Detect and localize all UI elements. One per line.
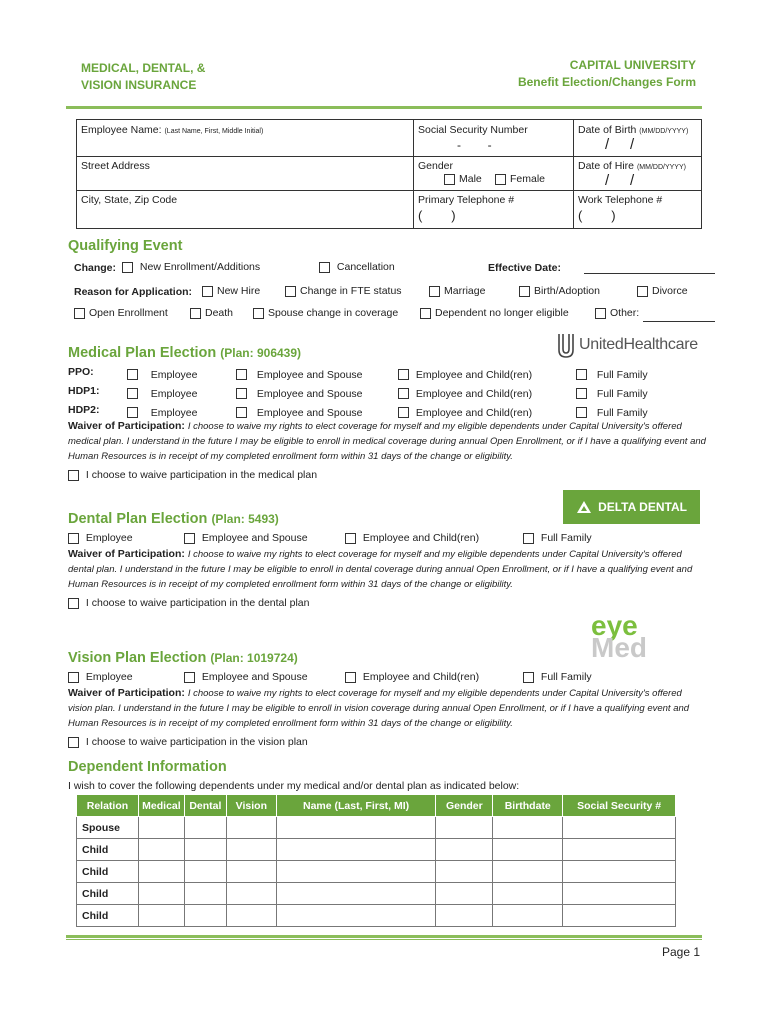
relation-cell: Child [77, 861, 139, 883]
hdp2-employee[interactable]: Employee [127, 403, 197, 422]
vision-full-family-checkbox[interactable] [523, 672, 534, 683]
footer-divider [66, 935, 702, 938]
dependent-info-title: Dependent Information [68, 759, 227, 775]
hdp1-label: HDP1: [68, 385, 100, 397]
effective-date-label: Effective Date: [488, 262, 561, 274]
birth-adoption-option[interactable]: Birth/Adoption [519, 285, 600, 297]
other-checkbox[interactable] [595, 308, 606, 319]
medical-waiver: Waiver of Participation: I choose to waive my rights to elect coverage for myself and my eligible dependents under Capital University's offered medical plan. I understand in the future I may be eligible to enroll in medical coverage during annual Open Enrollment, or if I have a qualifying event and Human Resources is in receipt of my completed enrollment form within 31 days of the change or eligibility. [68, 420, 706, 462]
eyemed-logo-bottom: Med [591, 632, 647, 663]
dependent-table [76, 794, 676, 927]
dental-employee-spouse[interactable]: Employee and Spouse [184, 532, 308, 544]
spouse-change-checkbox[interactable] [253, 308, 264, 319]
medical-cell[interactable] [138, 861, 184, 883]
hdp1-employee[interactable]: Employee [127, 384, 197, 403]
dependent-table-header [77, 795, 676, 817]
vision-cell[interactable] [226, 817, 276, 839]
hdp2-employee-children[interactable]: Employee and Child(ren) [398, 403, 532, 422]
table-row [77, 861, 676, 883]
birthdate-cell[interactable] [493, 839, 563, 861]
col-gender: Gender [436, 795, 493, 817]
gender-label: Gender [418, 160, 454, 172]
vision-full-family[interactable]: Full Family [523, 671, 592, 683]
ppo-employee-checkbox[interactable] [127, 369, 138, 380]
vision-employee-checkbox[interactable] [68, 672, 79, 683]
vision-title: Vision Plan Election (Plan: 1019724) [68, 650, 298, 666]
form-category-title [81, 60, 205, 94]
hdp2-employee-children-checkbox[interactable] [398, 407, 409, 418]
dental-employee-spouse-checkbox[interactable] [184, 533, 195, 544]
other-option[interactable]: Other: [595, 307, 639, 319]
ssn-cell[interactable] [563, 861, 676, 883]
ppo-label: PPO: [68, 366, 94, 378]
hdp1-employee-checkbox[interactable] [127, 388, 138, 399]
col-dental: Dental [184, 795, 226, 817]
name-cell[interactable] [276, 883, 436, 905]
street-address-field[interactable]: Street Address [81, 160, 150, 172]
female-checkbox[interactable] [495, 174, 506, 185]
change-label: Change: [74, 262, 116, 274]
relation-cell: Child [77, 883, 139, 905]
vision-employee[interactable]: Employee [68, 671, 133, 683]
dental-employee-children-checkbox[interactable] [345, 533, 356, 544]
marriage-option[interactable]: Marriage [429, 285, 485, 297]
hdp1-employee-spouse-checkbox[interactable] [236, 388, 247, 399]
work-phone-field[interactable]: Work Telephone # [578, 194, 663, 206]
spouse-change-option[interactable]: Spouse change in coverage [253, 307, 398, 319]
medical-cell[interactable] [138, 883, 184, 905]
medical-options [127, 365, 197, 422]
col-medical: Medical [138, 795, 184, 817]
dental-title: Dental Plan Election (Plan: 5493) [68, 511, 279, 527]
dependent-info-intro: I wish to cover the following dependents under my medical and/or dental plan as indicated below: [68, 780, 520, 792]
dob-mask: / / [605, 136, 635, 153]
gender-female[interactable]: Female [495, 173, 545, 185]
dental-waive-option[interactable]: I choose to waive participation in the dental plan [68, 597, 309, 609]
ssn-cell[interactable] [563, 905, 676, 927]
delta-dental-logo [563, 490, 700, 524]
ssn-mask: - - [457, 138, 492, 152]
dental-employee-checkbox[interactable] [68, 533, 79, 544]
cancellation-option[interactable]: Cancellation [319, 261, 395, 273]
marriage-checkbox[interactable] [429, 286, 440, 297]
medical-family-options [576, 365, 648, 422]
dental-waive-checkbox[interactable] [68, 598, 79, 609]
dental-cell[interactable] [184, 883, 226, 905]
vision-employee-children[interactable]: Employee and Child(ren) [345, 671, 479, 683]
dental-full-family-checkbox[interactable] [523, 533, 534, 544]
col-birthdate: Birthdate [493, 795, 563, 817]
name-cell[interactable] [276, 861, 436, 883]
gender-cell[interactable] [436, 883, 493, 905]
hdp1-employee-spouse[interactable]: Employee and Spouse [236, 384, 363, 403]
dental-cell[interactable] [184, 839, 226, 861]
vision-waive-checkbox[interactable] [68, 737, 79, 748]
dental-waiver: Waiver of Participation: I choose to waive my rights to elect coverage for myself and my eligible dependents under Capital University's offered dental plan. I understand in the future I may be eligible to enroll in dental coverage during annual Open Enrollment, or if I have a qualifying event and Human Resources is in receipt of my completed enrollment form within 31 days of the change or eligibility. [68, 548, 693, 590]
table-row [77, 905, 676, 927]
birthdate-cell[interactable] [493, 883, 563, 905]
employee-name-field[interactable]: Employee Name: (Last Name, First, Middle Initial) [81, 124, 264, 136]
dependent-no-longer-checkbox[interactable] [420, 308, 431, 319]
name-cell[interactable] [276, 839, 436, 861]
birthdate-cell[interactable] [493, 861, 563, 883]
vision-waiver: Waiver of Participation: I choose to waive my rights to elect coverage for myself and my eligible dependents under Capital University's offered vision plan. I understand in the future I may be eligible to enroll in vision coverage during annual Open Enrollment, or if I have a qualifying event and Human Resources is in receipt of my completed enrollment form within 31 days of the change or eligibility. [68, 687, 690, 729]
ssn-cell[interactable] [563, 883, 676, 905]
vision-cell[interactable] [226, 905, 276, 927]
gender-male[interactable]: Male [444, 173, 482, 185]
relation-cell: Child [77, 905, 139, 927]
doh-field[interactable]: Date of Hire (MM/DD/YYYY) [578, 160, 686, 172]
dental-cell[interactable] [184, 861, 226, 883]
reason-label: Reason for Application: [74, 286, 193, 298]
gender-cell[interactable] [436, 905, 493, 927]
ppo-employee-spouse[interactable]: Employee and Spouse [236, 365, 363, 384]
vision-employee-children-checkbox[interactable] [345, 672, 356, 683]
ppo-full-family-checkbox[interactable] [576, 369, 587, 380]
other-line[interactable] [643, 321, 715, 322]
change-fte-checkbox[interactable] [285, 286, 296, 297]
birthdate-cell[interactable] [493, 817, 563, 839]
gender-cell[interactable] [436, 839, 493, 861]
doh-mask: / / [605, 172, 635, 189]
ppo-employee-spouse-checkbox[interactable] [236, 369, 247, 380]
death-option[interactable]: Death [190, 307, 233, 319]
ssn-cell[interactable] [563, 839, 676, 861]
work-phone-mask: ( ) [578, 208, 616, 223]
name-cell[interactable] [276, 905, 436, 927]
delta-dental-logo-text: DELTA DENTAL [598, 500, 687, 514]
divorce-checkbox[interactable] [637, 286, 648, 297]
divorce-option[interactable]: Divorce [637, 285, 688, 297]
dob-field[interactable]: Date of Birth (MM/DD/YYYY) [578, 124, 689, 136]
ssn-cell[interactable] [563, 817, 676, 839]
gender-cell[interactable] [436, 817, 493, 839]
death-checkbox[interactable] [190, 308, 201, 319]
open-enrollment-checkbox[interactable] [74, 308, 85, 319]
birthdate-cell[interactable] [493, 905, 563, 927]
primary-phone-field[interactable]: Primary Telephone # [418, 194, 515, 206]
hdp2-full-family-checkbox[interactable] [576, 407, 587, 418]
col-vision: Vision [226, 795, 276, 817]
hdp1-full-family-checkbox[interactable] [576, 388, 587, 399]
university-name: CAPITAL UNIVERSITY [569, 58, 696, 72]
table-row [77, 839, 676, 861]
vision-employee-spouse-checkbox[interactable] [184, 672, 195, 683]
name-cell[interactable] [276, 817, 436, 839]
open-enrollment-option[interactable]: Open Enrollment [74, 307, 168, 319]
dental-cell[interactable] [184, 817, 226, 839]
dental-employee[interactable]: Employee [68, 532, 133, 544]
medical-children-options [398, 365, 532, 422]
change-fte-option[interactable]: Change in FTE status [285, 285, 402, 297]
hdp1-full-family[interactable]: Full Family [576, 384, 648, 403]
ppo-employee-children[interactable]: Employee and Child(ren) [398, 365, 532, 384]
col-relation: Relation [77, 795, 139, 817]
vision-employee-spouse[interactable]: Employee and Spouse [184, 671, 308, 683]
eyemed-logo-top: eye [591, 610, 638, 641]
ppo-full-family[interactable]: Full Family [576, 365, 648, 384]
hdp2-employee-spouse-checkbox[interactable] [236, 407, 247, 418]
footer-divider-thin [66, 939, 702, 940]
vision-cell[interactable] [226, 883, 276, 905]
medical-cell[interactable] [138, 839, 184, 861]
medical-waive-option[interactable]: I choose to waive participation in the medical plan [68, 469, 317, 481]
new-enrollment-option[interactable]: New Enrollment/Additions [122, 261, 260, 273]
unitedhealthcare-logo [557, 330, 700, 360]
vision-waive-option[interactable]: I choose to waive participation in the vision plan [68, 736, 308, 748]
city-state-zip-field[interactable]: City, State, Zip Code [81, 194, 178, 206]
form-title [518, 57, 696, 91]
primary-phone-mask: ( ) [418, 208, 456, 223]
vision-cell[interactable] [226, 839, 276, 861]
male-checkbox[interactable] [444, 174, 455, 185]
unitedhealthcare-logo-text: UnitedHealthcare [579, 336, 698, 353]
relation-cell: Spouse [77, 817, 139, 839]
birth-adoption-checkbox[interactable] [519, 286, 530, 297]
new-enrollment-checkbox[interactable] [122, 262, 133, 273]
col-name: Name (Last, First, MI) [276, 795, 436, 817]
hdp2-full-family[interactable]: Full Family [576, 403, 648, 422]
ssn-field[interactable]: Social Security Number [418, 124, 528, 136]
form-name: Benefit Election/Changes Form [517, 75, 696, 89]
gender-cell[interactable] [436, 861, 493, 883]
header-divider [66, 106, 702, 109]
header-left-line2: VISION INSURANCE [81, 78, 197, 92]
hdp2-employee-spouse[interactable]: Employee and Spouse [236, 403, 363, 422]
qualifying-event-title: Qualifying Event [68, 238, 183, 254]
dependent-no-longer-option[interactable]: Dependent no longer eligible [420, 307, 569, 319]
table-row [77, 883, 676, 905]
dental-full-family[interactable]: Full Family [523, 532, 592, 544]
vision-cell[interactable] [226, 861, 276, 883]
employee-info-grid [76, 119, 702, 229]
hdp1-employee-children[interactable]: Employee and Child(ren) [398, 384, 532, 403]
medical-spouse-options [236, 365, 363, 422]
eyemed-logo [591, 610, 661, 663]
medical-waive-checkbox[interactable] [68, 470, 79, 481]
relation-cell: Child [77, 839, 139, 861]
hdp2-employee-checkbox[interactable] [127, 407, 138, 418]
ppo-employee-children-checkbox[interactable] [398, 369, 409, 380]
table-row [77, 817, 676, 839]
medical-cell[interactable] [138, 905, 184, 927]
col-ssn: Social Security # [563, 795, 676, 817]
medical-title: Medical Plan Election (Plan: 906439) [68, 345, 302, 361]
effective-date-line[interactable] [584, 273, 715, 274]
dental-cell[interactable] [184, 905, 226, 927]
ppo-employee[interactable]: Employee [127, 365, 197, 384]
medical-cell[interactable] [138, 817, 184, 839]
page-number: Page 1 [662, 945, 701, 959]
new-hire-option[interactable]: New Hire [202, 285, 260, 297]
hdp1-employee-children-checkbox[interactable] [398, 388, 409, 399]
new-hire-checkbox[interactable] [202, 286, 213, 297]
dental-employee-children[interactable]: Employee and Child(ren) [345, 532, 479, 544]
cancellation-checkbox[interactable] [319, 262, 330, 273]
hdp2-label: HDP2: [68, 404, 100, 416]
header-left-line1: MEDICAL, DENTAL, & [81, 61, 206, 75]
